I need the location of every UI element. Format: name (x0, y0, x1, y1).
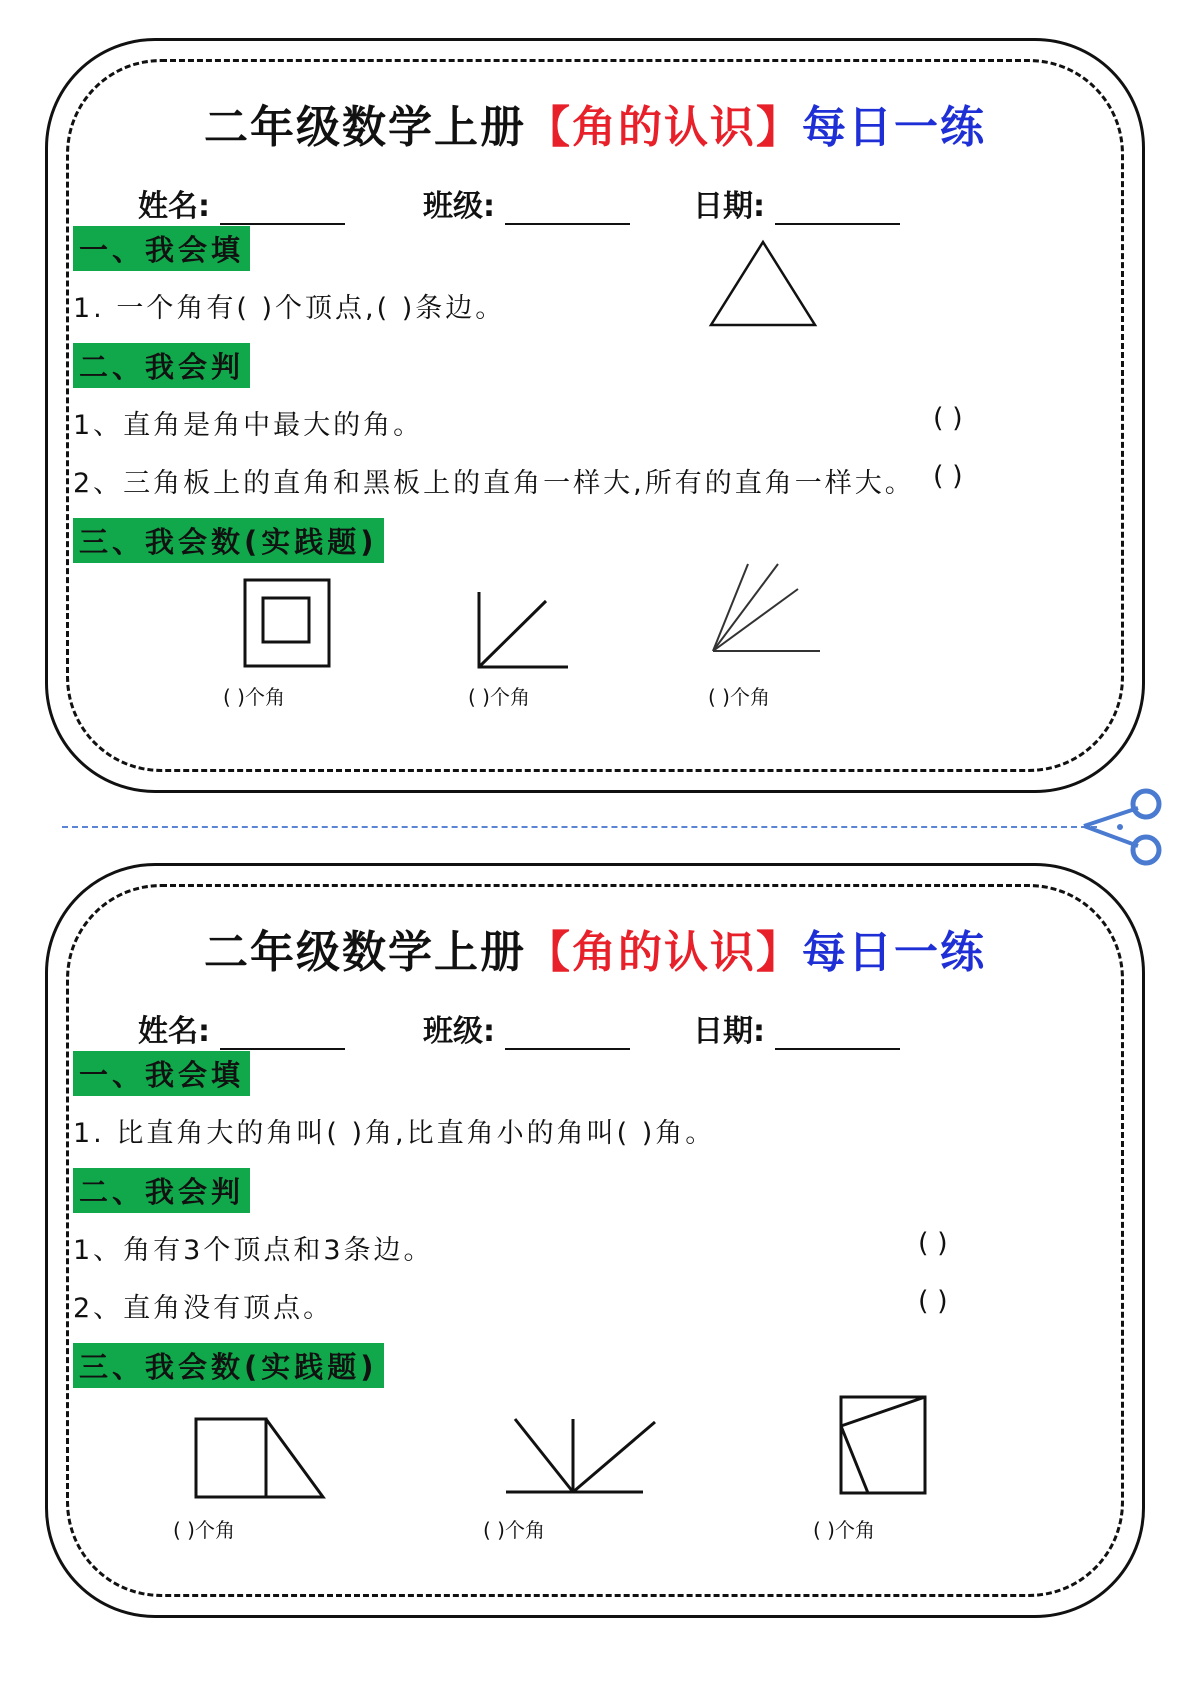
fill-question: 1. 一个角有( )个顶点,( )条边。 (73, 293, 506, 324)
class-blank[interactable] (505, 1018, 630, 1050)
date-field[interactable]: 日期: (693, 1006, 900, 1050)
name-field[interactable]: 姓名: (138, 1006, 345, 1050)
judge-answer-2[interactable]: ( ) (933, 461, 963, 492)
worksheet-card-1 (45, 38, 1145, 793)
class-field[interactable]: 班级: (423, 181, 630, 225)
judge-question-1: 1、角有3个顶点和3条边。 (73, 1235, 434, 1266)
worksheet-title: 二年级数学上册【角的认识】每日一练 (204, 927, 986, 978)
multi-ray-figure (503, 1414, 658, 1496)
name-blank[interactable] (220, 193, 345, 225)
section-heading-count: 三、我会数(实践题) (73, 1343, 384, 1388)
square-triangle-figure (193, 1416, 328, 1501)
class-blank[interactable] (505, 193, 630, 225)
judge-answer-1[interactable]: ( ) (933, 403, 963, 434)
fan-rays-figure (708, 561, 823, 656)
section-heading-judge: 二、我会判 (73, 1168, 250, 1213)
section-heading-fill: 一、我会填 (73, 226, 250, 271)
square-with-lines-figure (838, 1394, 928, 1496)
count-caption-2[interactable]: ( )个角 (483, 1518, 545, 1542)
name-blank[interactable] (220, 1018, 345, 1050)
date-field[interactable]: 日期: (693, 181, 900, 225)
count-caption-3[interactable]: ( )个角 (708, 685, 770, 709)
date-blank[interactable] (775, 1018, 900, 1050)
judge-answer-2[interactable]: ( ) (918, 1286, 948, 1317)
count-caption-2[interactable]: ( )个角 (468, 685, 530, 709)
class-field[interactable]: 班级: (423, 1006, 630, 1050)
section-heading-judge: 二、我会判 (73, 343, 250, 388)
count-caption-3[interactable]: ( )个角 (813, 1518, 875, 1542)
judge-question-2: 2、直角没有顶点。 (73, 1293, 334, 1324)
date-blank[interactable] (775, 193, 900, 225)
cut-line (62, 826, 1097, 828)
judge-answer-1[interactable]: ( ) (918, 1228, 948, 1259)
fill-question: 1. 比直角大的角叫( )角,比直角小的角叫( )角。 (73, 1118, 716, 1149)
scissors-icon (1080, 788, 1164, 868)
name-field[interactable]: 姓名: (138, 181, 345, 225)
triangle-figure (708, 239, 818, 329)
count-caption-1[interactable]: ( )个角 (173, 1518, 235, 1542)
section-heading-count: 三、我会数(实践题) (73, 518, 384, 563)
count-caption-1[interactable]: ( )个角 (223, 685, 285, 709)
judge-question-2: 2、三角板上的直角和黑板上的直角一样大,所有的直角一样大。 (73, 468, 915, 499)
worksheet-title: 二年级数学上册【角的认识】每日一练 (204, 102, 986, 153)
section-heading-fill: 一、我会填 (73, 1051, 250, 1096)
judge-question-1: 1、直角是角中最大的角。 (73, 410, 424, 441)
worksheet-card-2 (45, 863, 1145, 1618)
nested-squares-figure (243, 578, 333, 668)
two-ray-angle-figure (476, 589, 571, 671)
